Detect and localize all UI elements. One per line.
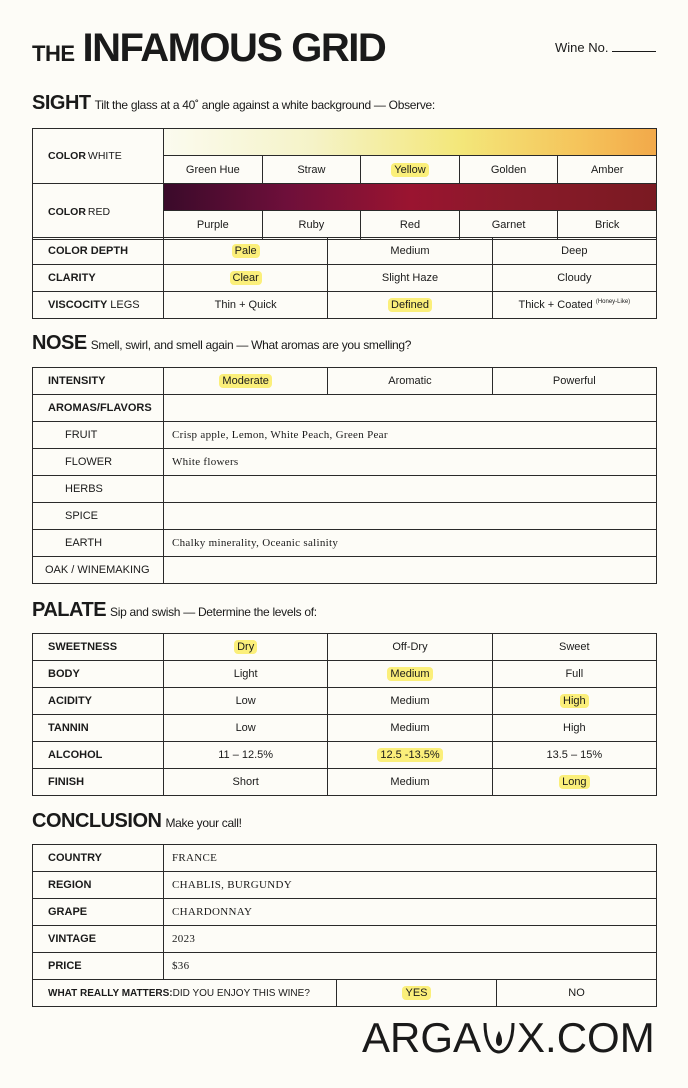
finish-label: FINISH: [33, 769, 164, 796]
price-value[interactable]: $36: [164, 953, 657, 980]
enjoy-label: WHAT REALLY MATTERS:DID YOU ENJOY THIS WINE?: [33, 980, 337, 1007]
wine-drop-icon: [481, 1021, 517, 1055]
option-low[interactable]: Low: [164, 688, 328, 715]
option-13-5-15[interactable]: 13.5 – 15%: [492, 742, 656, 769]
sight-subtitle: Tilt the glass at a 40˚ angle against a white background — Observe:: [94, 98, 435, 112]
vintage-label: VINTAGE: [33, 926, 164, 953]
option-medium[interactable]: Medium: [328, 769, 492, 796]
palate-heading: [32, 599, 317, 622]
option-defined[interactable]: Defined: [328, 292, 492, 319]
option-amber[interactable]: Amber: [590, 163, 624, 176]
title-main: INFAMOUS GRID: [82, 26, 386, 70]
wine-number-blank[interactable]: [612, 51, 656, 52]
color-white-label: COLOR WHITE: [33, 129, 164, 183]
aromas-row: [33, 395, 657, 422]
sight-table: [32, 237, 657, 319]
body-label: BODY: [33, 661, 164, 688]
earth-row: [33, 530, 657, 557]
herbs-row: [33, 476, 657, 503]
nose-heading: [32, 332, 411, 355]
option-high[interactable]: High: [492, 715, 656, 742]
oak-row: [33, 557, 657, 584]
palate-table: [32, 633, 657, 796]
tannin-row: [33, 715, 657, 742]
option-off-dry[interactable]: Off-Dry: [328, 634, 492, 661]
intensity-label: INTENSITY: [33, 368, 164, 395]
sweetness-label: SWEETNESS: [33, 634, 164, 661]
color-block: [32, 128, 657, 240]
option-note: (Honey-Like): [595, 299, 631, 305]
vintage-value[interactable]: 2023: [164, 926, 657, 953]
aromas-cell: [164, 395, 657, 422]
option-thin-quick[interactable]: Thin + Quick: [164, 292, 328, 319]
option-medium[interactable]: Medium: [328, 238, 492, 265]
brand-text-left: ARGA: [362, 1014, 482, 1061]
enjoy-yes[interactable]: YES: [337, 980, 497, 1007]
brand-logo: [362, 1014, 655, 1062]
option-medium[interactable]: Medium: [328, 661, 492, 688]
option-short[interactable]: Short: [164, 769, 328, 796]
option-sweet[interactable]: Sweet: [492, 634, 656, 661]
oak-label: OAK / WINEMAKING: [33, 557, 164, 584]
option-11-12-5[interactable]: 11 – 12.5%: [164, 742, 328, 769]
price-label: PRICE: [33, 953, 164, 980]
fruit-label: FRUIT: [33, 422, 164, 449]
page-title: [32, 26, 385, 71]
white-color-gradient: [164, 129, 656, 156]
viscosity-row: [33, 292, 657, 319]
herbs-value[interactable]: [164, 476, 657, 503]
finish-row: [33, 769, 657, 796]
herbs-label: HERBS: [33, 476, 164, 503]
option-green-hue[interactable]: Green Hue: [164, 156, 263, 183]
option-red[interactable]: Red: [361, 211, 460, 239]
option-dry[interactable]: Dry: [164, 634, 328, 661]
option-deep[interactable]: Deep: [492, 238, 656, 265]
palate-title: PALATE: [32, 599, 107, 621]
enjoy-table: [32, 979, 657, 1007]
alcohol-label: ALCOHOL: [33, 742, 164, 769]
option-yellow[interactable]: Yellow: [361, 156, 460, 183]
grape-value[interactable]: CHARDONNAY: [164, 899, 657, 926]
aromas-label: AROMAS/FLAVORS: [33, 395, 164, 422]
color-red-options: [164, 211, 656, 239]
earth-value[interactable]: Chalky minerality, Oceanic salinity: [164, 530, 657, 557]
option-golden[interactable]: Golden: [460, 156, 559, 183]
option-garnet[interactable]: Garnet: [460, 211, 559, 239]
option-light[interactable]: Light: [164, 661, 328, 688]
option-12-5-13-5[interactable]: 12.5 -13.5%: [328, 742, 492, 769]
sight-title: SIGHT: [32, 92, 91, 114]
option-long[interactable]: Long: [492, 769, 656, 796]
sweetness-row: [33, 634, 657, 661]
viscocity-label: VISCOCITY LEGS: [33, 292, 164, 319]
wine-number-label: Wine No.: [555, 40, 609, 55]
conclusion-subtitle: Make your call!: [165, 816, 242, 830]
country-label: COUNTRY: [33, 845, 164, 872]
option-low[interactable]: Low: [164, 715, 328, 742]
nose-table: [32, 367, 657, 584]
option-straw[interactable]: Straw: [263, 156, 362, 183]
color-red-row: [33, 184, 656, 239]
country-row: [33, 845, 657, 872]
region-row: [33, 872, 657, 899]
option-full[interactable]: Full: [492, 661, 656, 688]
spice-value[interactable]: [164, 503, 657, 530]
option-aromatic[interactable]: Aromatic: [328, 368, 492, 395]
option-clear[interactable]: Clear: [164, 265, 328, 292]
color-depth-label: COLOR DEPTH: [33, 238, 164, 265]
flower-label: FLOWER: [33, 449, 164, 476]
palate-subtitle: Sip and swish — Determine the levels of:: [110, 605, 317, 619]
option-pale[interactable]: Pale: [164, 238, 328, 265]
region-value[interactable]: CHABLIS, BURGUNDY: [164, 872, 657, 899]
enjoy-no[interactable]: NO: [497, 980, 657, 1007]
title-prefix: THE: [32, 41, 75, 66]
clarity-label: CLARITY: [33, 265, 164, 292]
grape-row: [33, 899, 657, 926]
nose-subtitle: Smell, swirl, and smell again — What aromas are you smelling?: [90, 338, 412, 352]
oak-value[interactable]: [164, 557, 657, 584]
body-row: [33, 661, 657, 688]
color-white-options: [164, 156, 656, 183]
option-medium[interactable]: Medium: [328, 715, 492, 742]
enjoy-row: [33, 980, 657, 1007]
option-purple[interactable]: Purple: [164, 211, 263, 239]
fruit-value[interactable]: Crisp apple, Lemon, White Peach, Green Pear: [164, 422, 657, 449]
option-ruby[interactable]: Ruby: [263, 211, 362, 239]
option-thick-coated[interactable]: Thick + Coated $^{(Honey-Like)}$: [492, 292, 656, 319]
tannin-label: TANNIN: [33, 715, 164, 742]
option-brick[interactable]: Brick: [594, 219, 620, 231]
region-label: REGION: [33, 872, 164, 899]
conclusion-heading: [32, 810, 242, 833]
fruit-row: [33, 422, 657, 449]
option-medium[interactable]: Medium: [328, 688, 492, 715]
flower-row: [33, 449, 657, 476]
color-white-row: [33, 129, 656, 184]
price-row: [33, 953, 657, 980]
spice-label: SPICE: [33, 503, 164, 530]
option-high[interactable]: High: [492, 688, 656, 715]
acidity-row: [33, 688, 657, 715]
nose-title: NOSE: [32, 332, 87, 354]
sight-heading: [32, 92, 435, 115]
color-red-label: COLOR RED: [33, 184, 164, 239]
option-powerful[interactable]: Powerful: [492, 368, 656, 395]
wine-number-field[interactable]: [555, 40, 656, 55]
intensity-row: [33, 368, 657, 395]
red-color-gradient: [164, 184, 656, 211]
alcohol-row: [33, 742, 657, 769]
conclusion-table: [32, 844, 657, 980]
clarity-row: [33, 265, 657, 292]
spice-row: [33, 503, 657, 530]
acidity-label: ACIDITY: [33, 688, 164, 715]
earth-label: EARTH: [33, 530, 164, 557]
grape-label: GRAPE: [33, 899, 164, 926]
country-value[interactable]: FRANCE: [164, 845, 657, 872]
flower-value[interactable]: White flowers: [164, 449, 657, 476]
option-slight-haze[interactable]: Slight Haze: [328, 265, 492, 292]
option-moderate[interactable]: Moderate: [164, 368, 328, 395]
color-depth-row: [33, 238, 657, 265]
brand-text-right: X.COM: [517, 1014, 655, 1061]
vintage-row: [33, 926, 657, 953]
option-cloudy[interactable]: Cloudy: [492, 265, 656, 292]
conclusion-title: CONCLUSION: [32, 810, 162, 832]
